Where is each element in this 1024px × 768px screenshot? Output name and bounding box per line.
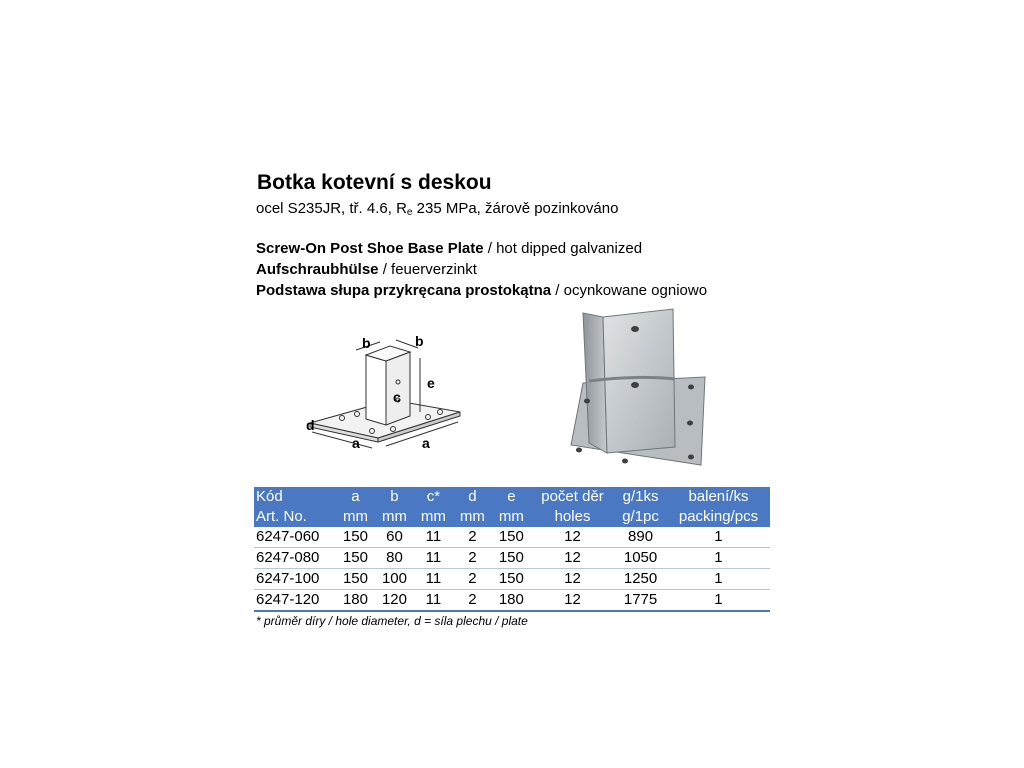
table-cell: 60 [386, 528, 403, 545]
label-d: d [306, 417, 315, 433]
table-cell: 12 [564, 570, 581, 587]
col-unit: mm [375, 507, 414, 527]
table-row [254, 527, 770, 548]
photo-hole [576, 448, 582, 453]
name-polish-rest: / ocynkowane ogniowo [551, 282, 708, 299]
photo-hole [688, 455, 694, 460]
table-cell: 12 [564, 528, 581, 545]
col-header: e [492, 487, 531, 507]
table-cell: 150 [342, 549, 368, 566]
label-a-left: a [352, 435, 360, 451]
name-polish [256, 282, 707, 299]
table-row [254, 548, 770, 569]
col-unit: mm [453, 507, 492, 527]
table-cell: 12 [564, 549, 581, 566]
name-polish-bold: Podstawa słupa przykręcana prostokątna [256, 282, 552, 299]
photo-hole [622, 459, 628, 464]
table-cell: 1050 [623, 549, 658, 566]
col-unit: g/1pc [614, 507, 667, 527]
footnote: * průměr díry / hole diameter, d = síla plechu / plate [256, 614, 528, 628]
material-spec-pre: ocel S235JR, tř. 4.6, R [256, 200, 407, 217]
table-cell: 2 [468, 549, 477, 566]
table-header-row [254, 507, 770, 527]
table-cell: 1 [714, 570, 723, 587]
table-cell: 11 [425, 570, 442, 587]
table-cell: 6247-080 [256, 549, 320, 566]
col-unit: packing/pcs [667, 507, 770, 527]
label-b-right: b [415, 333, 424, 349]
table-cell: 1250 [623, 570, 658, 587]
table-cell: 150 [342, 528, 368, 545]
col-unit: Art. No. [254, 507, 336, 527]
col-header: a [336, 487, 375, 507]
col-header: d [453, 487, 492, 507]
table-cell: 6247-060 [256, 528, 320, 545]
table-cell: 150 [342, 570, 368, 587]
diagram-post-front [366, 355, 386, 425]
table-cell: 2 [468, 591, 477, 608]
table-cell: 150 [498, 549, 524, 566]
table-cell: 180 [498, 591, 524, 608]
table-cell: 890 [628, 528, 654, 545]
table-cell: 12 [564, 591, 581, 608]
col-header: g/1ks [614, 487, 667, 507]
table-cell: 120 [381, 591, 407, 608]
product-title: Botka kotevní s deskou [257, 171, 492, 194]
name-german-bold: Aufschraubhülse [256, 261, 379, 278]
spec-table [254, 487, 770, 612]
col-header: c* [414, 487, 453, 507]
table-cell: 11 [425, 591, 442, 608]
photo-hole [631, 326, 639, 332]
dimension-diagram [300, 330, 470, 455]
photo-hole [631, 382, 639, 388]
photo-hole [584, 399, 590, 404]
label-b-left: b [362, 335, 371, 351]
table-row [254, 590, 770, 612]
material-spec [256, 200, 618, 218]
table-cell: 1 [714, 528, 723, 545]
name-english-bold: Screw-On Post Shoe Base Plate [256, 240, 484, 257]
material-spec-post: 235 MPa, žárově pozinkováno [412, 200, 619, 217]
col-header: počet děr [531, 487, 614, 507]
photo-hole [688, 385, 694, 390]
table-cell: 2 [468, 570, 477, 587]
col-unit: mm [336, 507, 375, 527]
table-cell: 1775 [623, 591, 658, 608]
table-cell: 6247-100 [256, 570, 320, 587]
label-a-right: a [422, 435, 430, 451]
name-english [256, 240, 642, 257]
name-german [256, 261, 477, 278]
col-unit: mm [414, 507, 453, 527]
table-cell: 180 [342, 591, 368, 608]
name-english-rest: / hot dipped galvanized [483, 240, 643, 257]
table-row [254, 569, 770, 590]
product-photo [565, 305, 715, 470]
label-c: c [393, 389, 401, 405]
col-header: b [375, 487, 414, 507]
table-cell: 150 [498, 570, 524, 587]
table-cell: 6247-120 [256, 591, 320, 608]
photo-hole [687, 421, 693, 426]
col-header: Kód [254, 487, 336, 507]
label-e: e [427, 375, 435, 391]
table-cell: 100 [381, 570, 407, 587]
table-cell: 11 [425, 549, 442, 566]
name-german-rest: / feuerverzinkt [378, 261, 477, 278]
photo-post-front [603, 309, 675, 453]
table-header-row [254, 487, 770, 507]
table-cell: 80 [386, 549, 403, 566]
table-cell: 11 [425, 528, 442, 545]
col-unit: mm [492, 507, 531, 527]
table-cell: 2 [468, 528, 477, 545]
col-unit: holes [531, 507, 614, 527]
table-cell: 150 [498, 528, 524, 545]
col-header: balení/ks [667, 487, 770, 507]
table-cell: 1 [714, 591, 723, 608]
material-spec-subscript: e [406, 207, 413, 218]
table-cell: 1 [714, 549, 723, 566]
